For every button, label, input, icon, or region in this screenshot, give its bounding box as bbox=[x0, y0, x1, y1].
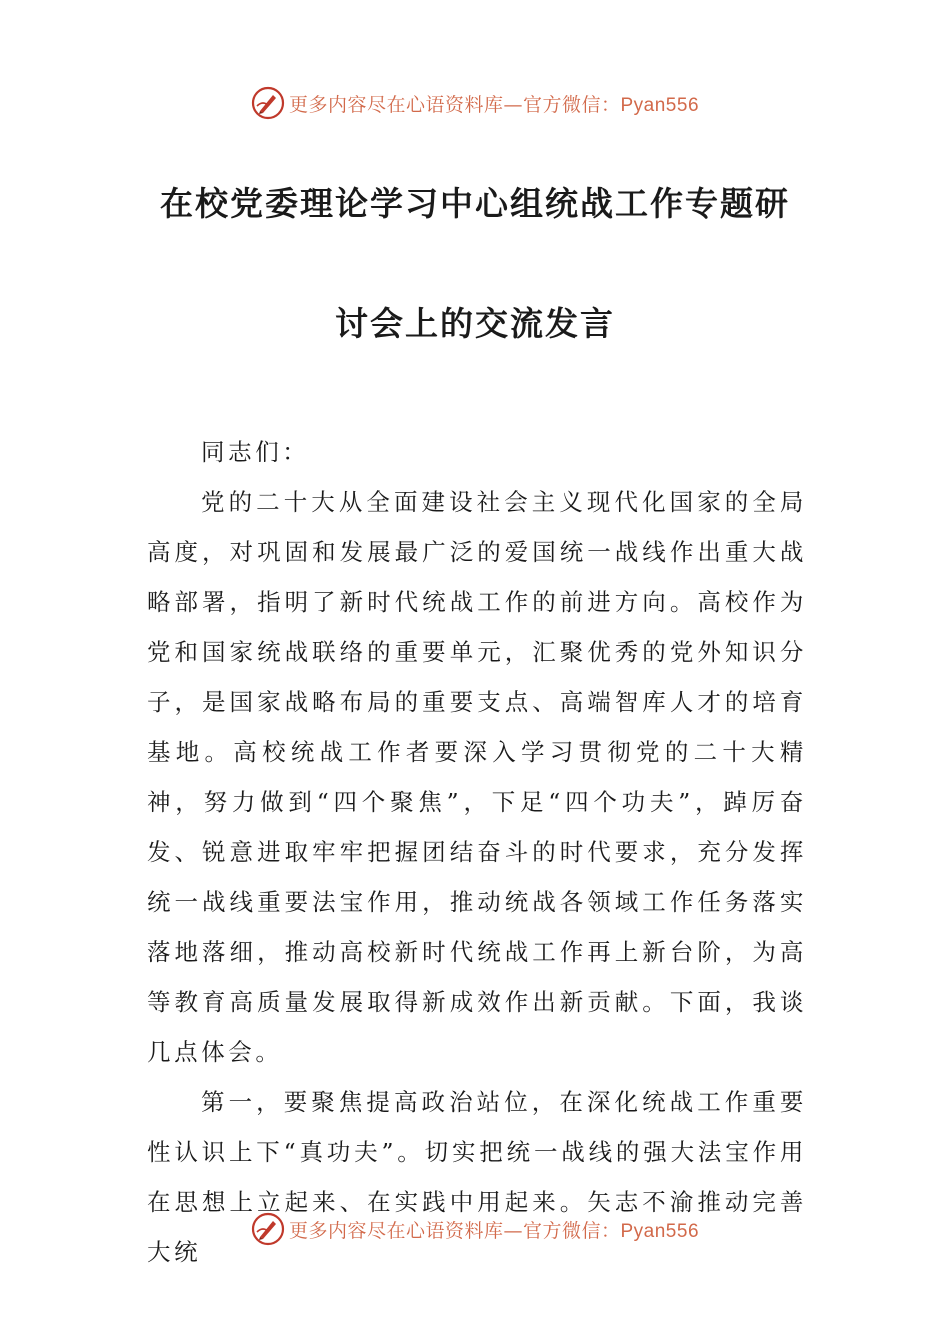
document-body bbox=[147, 427, 807, 1277]
watermark-banner-top bbox=[0, 83, 950, 123]
watermark-banner-bottom bbox=[0, 1209, 950, 1249]
pen-logo-icon bbox=[251, 1212, 285, 1246]
paragraph: 党的二十大从全面建设社会主义现代化国家的全局高度，对巩固和发展最广泛的爱国统一战线作出重大战略部署，指明了新时代统战工作的前进方向。高校作为党和国家统战联络的重要单元，汇聚优秀的党外知识分子，是国家战略布局的重要支点、高端智库人才的培育基地。高校统战工作者要深入学习贯彻党的二十大精神，努力做到“四个聚焦”，下足“四个功夫”，踔厉奋发、锐意进取牢牢把握团结奋斗的时代要求，充分发挥统一战线重要法宝作用，推动统战各领域工作任务落实落地落细，推动高校新时代统战工作再上新台阶，为高等教育高质量发展取得新成效作出新贡献。下面，我谈几点体会。 bbox=[147, 488, 807, 1066]
watermark-text: 更多内容尽在心语资料库—官方微信：Pyan556 bbox=[288, 93, 700, 116]
salutation: 同志们： bbox=[201, 438, 310, 466]
watermark-text: 更多内容尽在心语资料库—官方微信：Pyan556 bbox=[288, 1219, 700, 1242]
paragraph: 第一，要聚焦提高政治站位，在深化统战工作重要性认识上下“真功夫”。切实把统一战线的强大法宝作用在思想上立起来、在实践中用起来。矢志不渝推动完善大统 bbox=[147, 1088, 807, 1266]
document-title-line-2: 讨会上的交流发言 bbox=[335, 304, 615, 343]
pen-logo-icon bbox=[251, 86, 285, 120]
document-title-line-1: 在校党委理论学习中心组统战工作专题研 bbox=[160, 184, 790, 223]
